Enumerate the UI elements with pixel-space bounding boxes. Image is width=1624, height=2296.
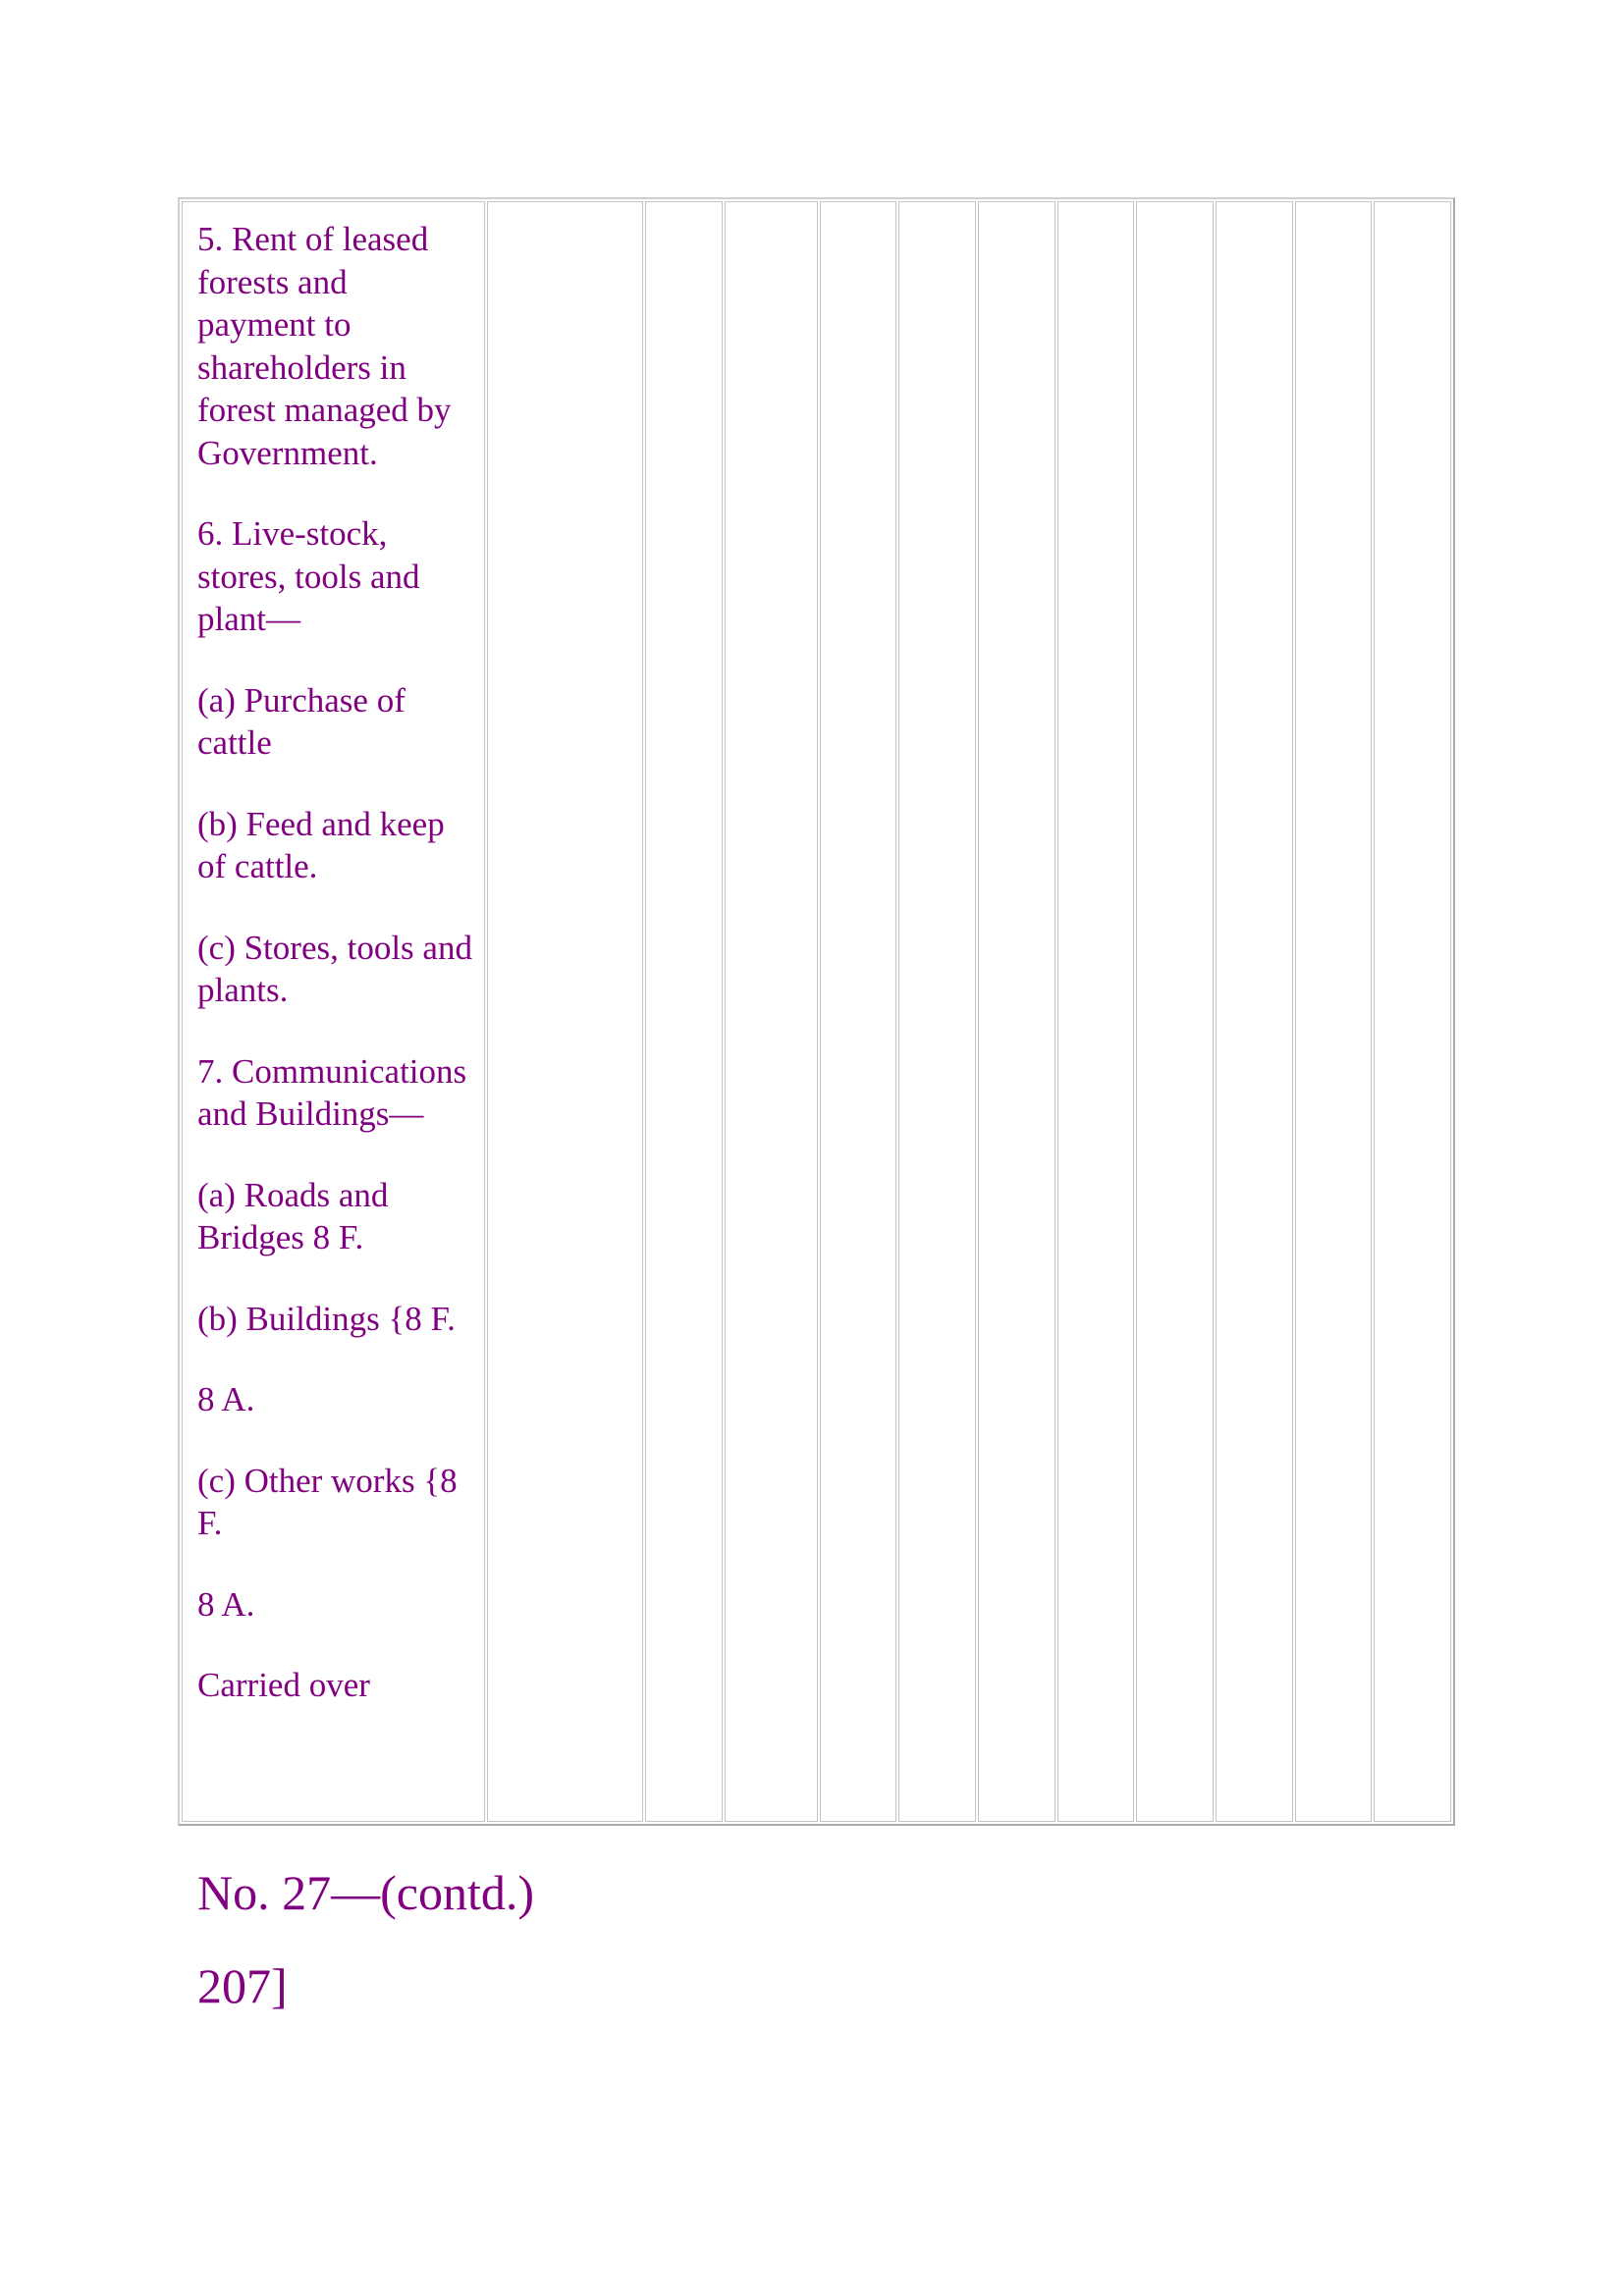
empty-cell	[725, 201, 818, 1822]
empty-cell	[1057, 201, 1135, 1822]
item-live-stock-stores: 6. Live-stock, stores, tools and plant—	[197, 514, 420, 638]
item-roads-and-bridges: (a) Roads and Bridges 8 F.	[197, 1175, 389, 1256]
item-feed-and-keep: (b) Feed and keep of cattle.	[197, 804, 445, 885]
item-carried-over: Carried over	[197, 1666, 370, 1704]
items-cell	[182, 201, 485, 1822]
empty-cell	[898, 201, 976, 1822]
item-buildings-8f: (b) Buildings {8 F.	[197, 1299, 456, 1338]
empty-cell	[820, 201, 897, 1822]
item-other-works-8a: 8 A.	[197, 1584, 255, 1624]
empty-cell	[1216, 201, 1293, 1822]
empty-cell	[487, 201, 643, 1822]
item-other-works-8f: (c) Other works {8 F.	[197, 1461, 458, 1542]
expenditure-table	[178, 197, 1455, 1826]
empty-cell	[645, 201, 723, 1822]
empty-cell	[1136, 201, 1214, 1822]
page-number: 207]	[197, 1958, 288, 2013]
item-communications-buildings: 7. Communications and Buildings—	[197, 1051, 467, 1133]
item-rent-of-leased-forests: 5. Rent of leased forests and payment to shareholders in forest managed by Government.	[197, 220, 452, 472]
continuation-heading: No. 27—(contd.)	[197, 1865, 534, 1920]
empty-cell	[1374, 201, 1451, 1822]
table-row	[182, 201, 1451, 1822]
empty-cell	[1295, 201, 1373, 1822]
empty-cell	[978, 201, 1056, 1822]
item-stores-tools-plants: (c) Stores, tools and plants.	[197, 928, 472, 1009]
item-purchase-of-cattle: (a) Purchase of cattle	[197, 680, 406, 762]
item-buildings-8a: 8 A.	[197, 1380, 255, 1418]
